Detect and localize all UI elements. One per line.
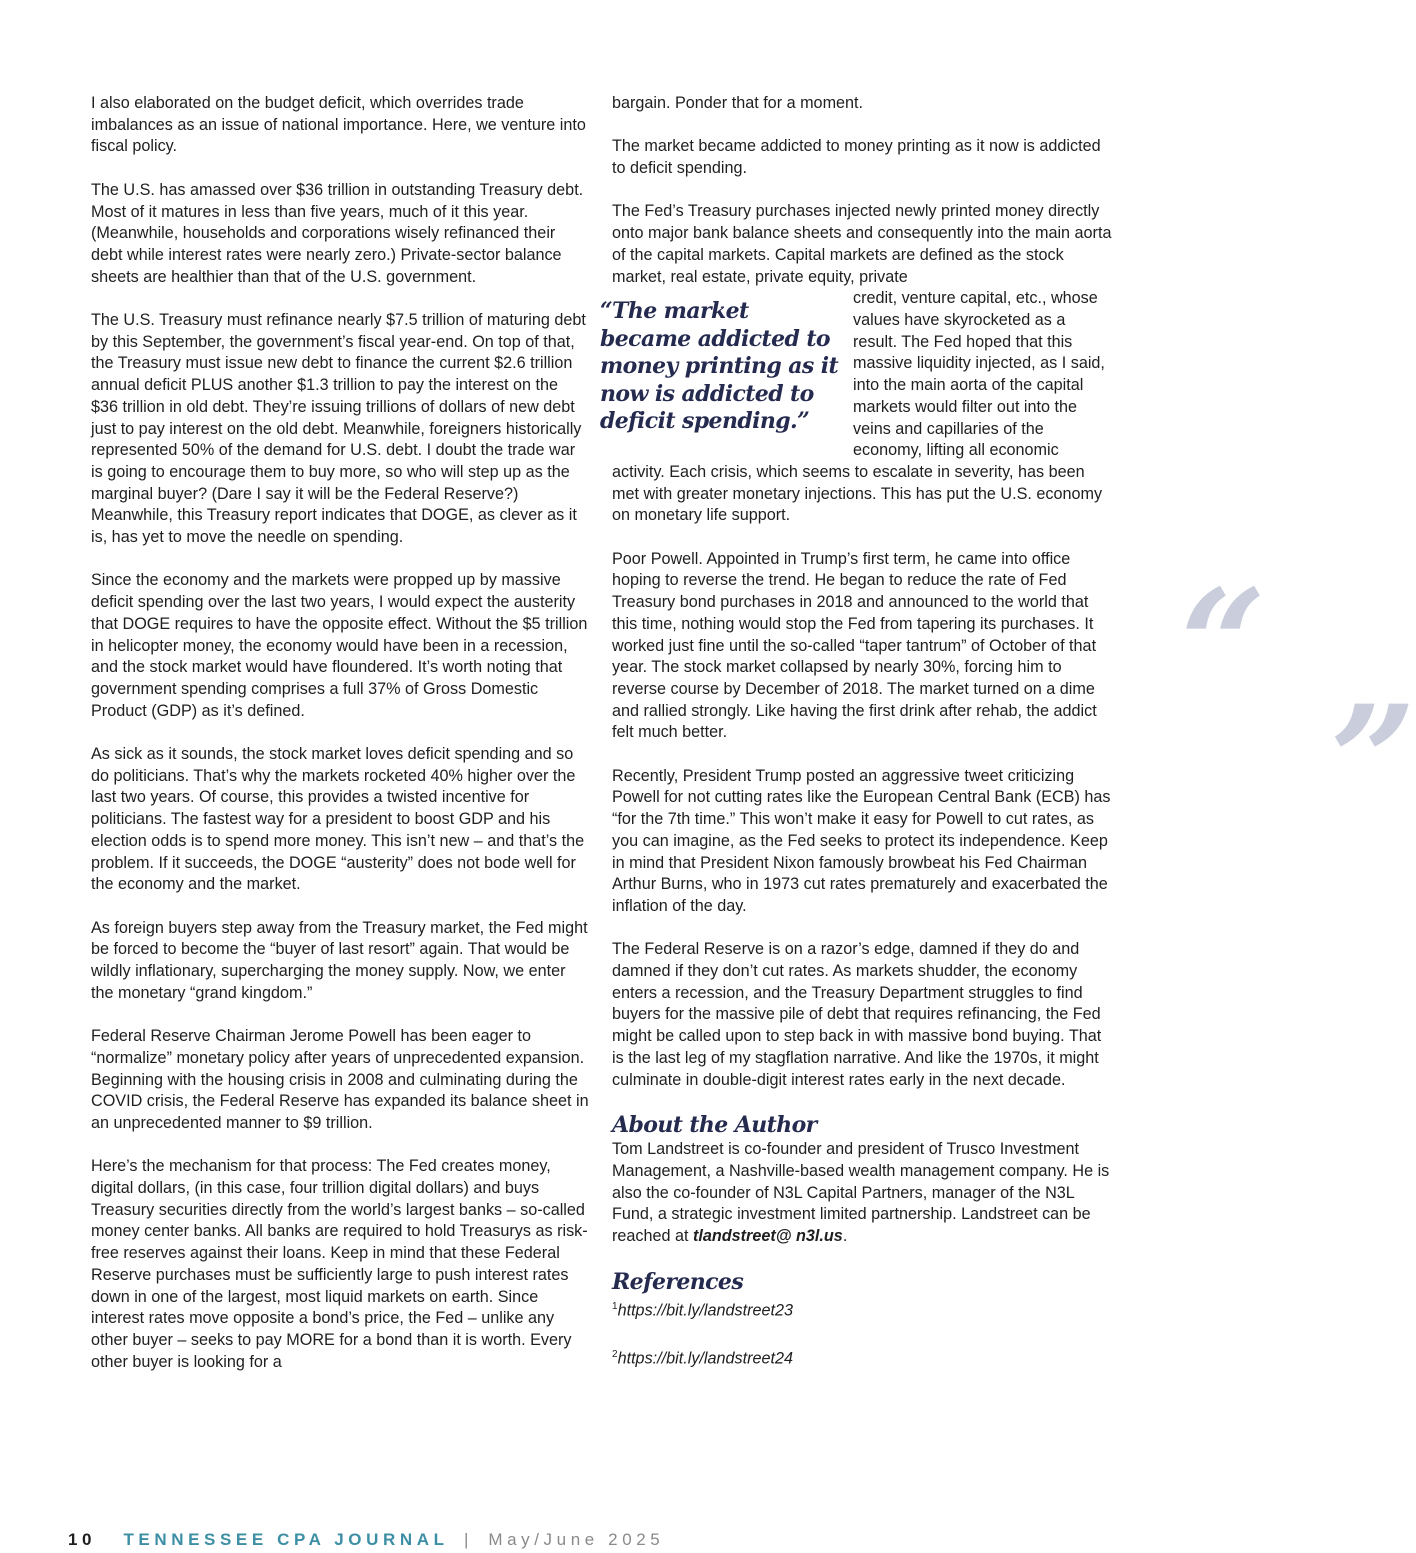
body-paragraph: The Federal Reserve is on a razor’s edge, damned if they do and damned if they don’t cut rates. As markets shudder, the economy enters a recession, and the Treasury Department struggles to find buyers for the massive pile of debt that requires refinancing, the Fed might be called upon to step back in with massive bond buying. That is the last leg of my stagflation narrative. And like the 1970s, it might culminate in double-digit interest rates early in the next decade.: [612, 940, 1102, 1089]
about-body: Tom Landstreet is co-founder and president of Trusco Investment Management, a Nashville-based wealth management company. He is also the co-founder of N3L Capital Partners, manager of the N3L Fund, a strategic investment limited partnership. Landstreet can be reached at: [612, 1140, 1110, 1246]
left-column: [91, 93, 589, 1395]
body-paragraph: I also elaborated on the budget deficit, which overrides trade imbalances as an issue of national importance. Here, we venture into fiscal policy.: [91, 94, 586, 156]
body-paragraph: Since the economy and the markets were propped up by massive deficit spending over the last two years, I would expect the austerity that DOGE requires to have the opposite effect. Without the $5 trillion in helicopter money, the economy would have been in a recession, and the stock market would have floundered. It’s worth noting that government spending comprises a full 37% of Gross Domestic Product (GDP) as it’s defined.: [91, 571, 588, 720]
pull-quote-text: “The market became addicted to money printing as it now is addicted to deficit spending.”: [600, 298, 839, 434]
reference-number: 2: [612, 1348, 618, 1360]
body-paragraph: Federal Reserve Chairman Jerome Powell has been eager to “normalize” monetary policy after years of unprecedented expansion. Beginning with the housing crisis in 2008 and culminating during the COVID crisis, the Federal Reserve has expanded its balance sheet in an unprecedented manner to $9 trillion.: [91, 1027, 589, 1132]
reference-link[interactable]: https://bit.ly/landstreet23: [617, 1301, 794, 1320]
about-heading: About the Author: [612, 1112, 817, 1139]
references-heading: References: [612, 1268, 744, 1295]
body-paragraph-wrap: credit, venture capital, etc., whose values have skyrocketed as a result. The Fed hoped that this massive liquidity injected, as I said, into the main aorta of the capital markets would filter out into the veins and capillaries of the economy, lifting all economic: [853, 289, 1105, 460]
body-paragraph: Here’s the mechanism for that process: The Fed creates money, digital dollars, (in this case, four trillion digital dollars) and buys Treasury securities directly from the world’s largest banks – so-called money center banks. All banks are required to hold Treasurys as risk-free reserves against their loans. Keep in mind that these Federal Reserve purchases must be sufficiently large to push interest rates down in one of the largest, most liquid markets on earth. Since interest rates move opposite a bond’s price, the Fed – unlike any other buyer – seeks to pay MORE for a bond than it is worth. Every other buyer is looking for a: [91, 1157, 588, 1371]
body-paragraph: Recently, President Trump posted an aggressive tweet criticizing Powell for not cutting rates like the European Central Bank (ECB) has “for the 7th time.” This won’t make it easy for Powell to cut rates, as you can imagine, as the Fed seeks to protect its independence. Keep in mind that President Nixon famously browbeat his Fed Chairman Arthur Burns, who in 1973 cut rates prematurely and exacerbated the inflation of the day.: [612, 766, 1111, 915]
page-number: 10: [68, 1530, 97, 1549]
body-paragraph-bottom: activity. Each crisis, which seems to escalate in severity, has been met with greater monetary injections. This has put the U.S. economy on monetary life support.: [612, 462, 1103, 525]
body-paragraph: The U.S. Treasury must refinance nearly $7.5 trillion of maturing debt by this September, the government’s fiscal year-end. On top of that, the Treasury must issue new debt to finance the current $2.6 trillion annual deficit PLUS another $1.3 trillion to pay the interest on the $36 trillion in old debt. They’re issuing trillions of dollars of new debt just to pay interest on the old debt. Meanwhile, foreigners historically represented 50% of the demand for U.S. debt. I doubt the trade war is going to encourage them to buy more, so who will step up as the marginal buyer? (Dare I say it will be the Federal Reserve?) Meanwhile, this Treasury report indicates that DOGE, as clever as it is, has yet to move the needle on spending.: [91, 311, 586, 547]
issue-date: May/June 2025: [488, 1530, 665, 1549]
right-column: [612, 93, 1112, 1391]
journal-name: TENNESSEE CPA JOURNAL: [123, 1530, 449, 1549]
body-paragraph: bargain. Ponder that for a moment.: [612, 94, 864, 112]
reference-item: [612, 1344, 1112, 1370]
body-paragraph: As sick as it sounds, the stock market loves deficit spending and so do politicians. That’s why the markets rocketed 40% higher over the last two years. Of course, this provides a twisted incentive for politicians. The fastest way for a president to boost GDP and his election odds is to spend more money. This isn’t new – and that’s the problem. If it succeeds, the DOGE “austerity” does not bode well for the economy and the market.: [91, 745, 585, 894]
body-paragraph: As foreign buyers step away from the Treasury market, the Fed might be forced to become the “buyer of last resort” again. That would be wildly inflationary, supercharging the money supply. Now, we enter the monetary “grand kingdom.”: [91, 918, 588, 1002]
reference-number: 1: [612, 1300, 618, 1312]
body-paragraph: Poor Powell. Appointed in Trump’s first term, he came into office hoping to reverse the trend. He began to reduce the rate of Fed Treasury bond purchases in 2018 and announced to the world that this time, nothing would stop the Fed from tapering its purchases. It worked just fine until the so-called “taper tantrum” of October of that year. The stock market collapsed by nearly 30%, forcing him to reverse course by December of 2018. The market turned on a dime and rallied strongly. Like having the first drink after rehab, the addict felt much better.: [612, 549, 1097, 742]
reference-link[interactable]: https://bit.ly/landstreet24: [617, 1348, 794, 1367]
open-quote-icon: “: [1180, 557, 1266, 733]
body-paragraph-top: The Fed’s Treasury purchases injected newly printed money directly onto major bank balance sheets and consequently into the main aorta of the capital markets. Capital markets are defined as the stock market, real estate, private equity, private: [612, 202, 1112, 286]
body-paragraph: The market became addicted to money printing as it now is addicted to deficit spending.: [612, 137, 1101, 178]
about-text: [612, 1139, 1112, 1248]
footer-separator: |: [463, 1530, 473, 1549]
author-email: tlandstreet@ n3l.us: [693, 1227, 843, 1246]
reference-item: [612, 1296, 1112, 1322]
close-quote-icon: ”: [1330, 673, 1416, 849]
body-paragraph: The U.S. has amassed over $36 trillion in outstanding Treasury debt. Most of it matures in less than five years, much of it this year. (Meanwhile, households and corporations wisely refinanced their debt while interest rates were nearly zero.) Private-sector balance sheets are healthier than that of the U.S. government.: [91, 180, 584, 286]
about-end: .: [842, 1227, 848, 1246]
page-footer: [68, 1530, 664, 1550]
